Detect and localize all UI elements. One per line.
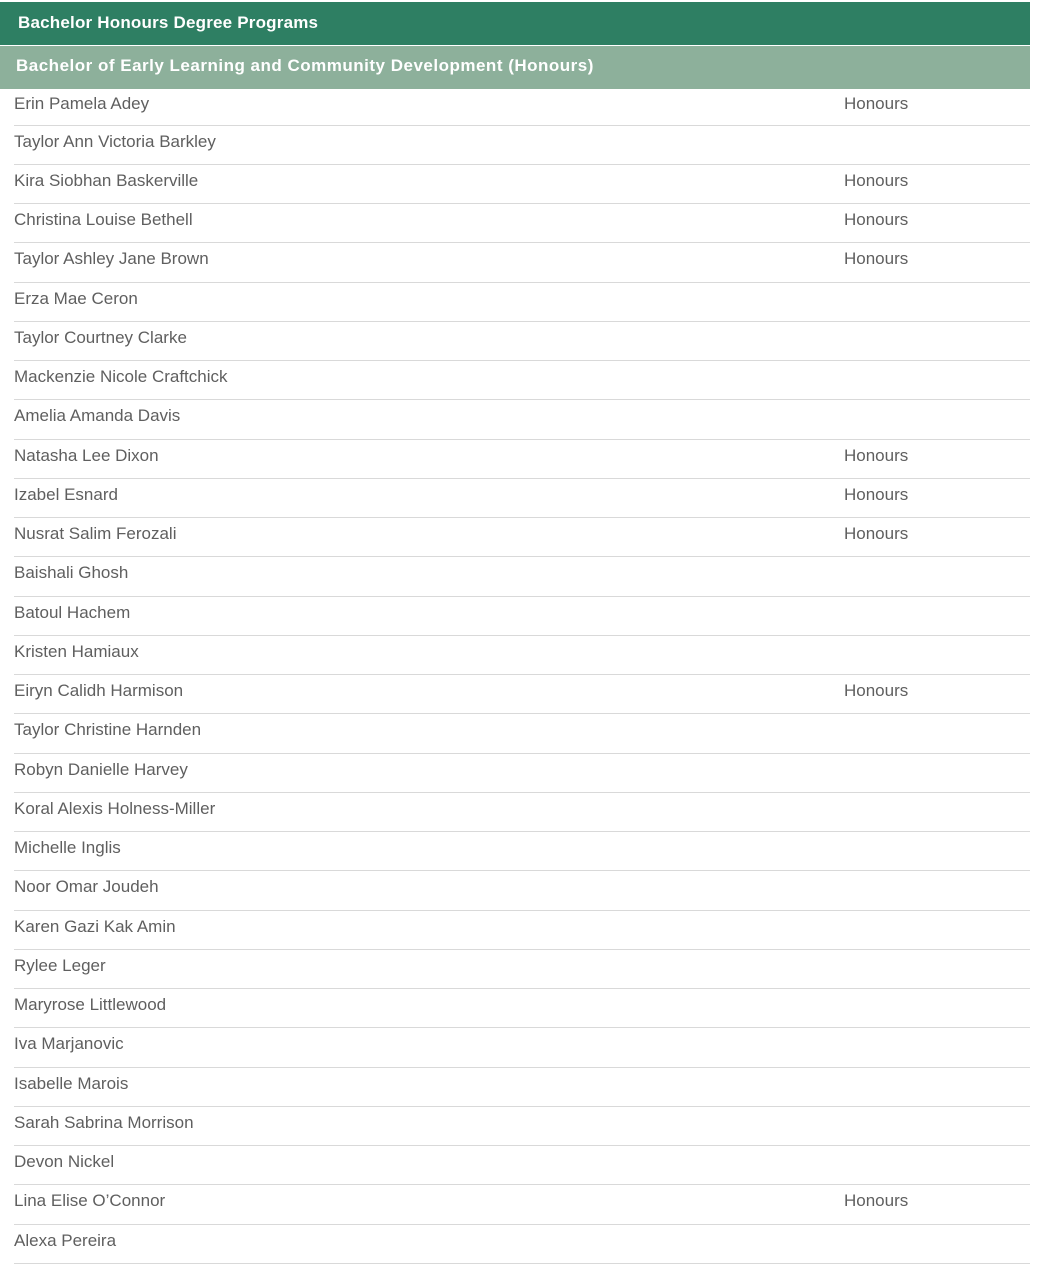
graduate-name: Koral Alexis Holness-Miller [14,798,216,818]
graduate-name: Taylor Christine Harnden [14,720,202,740]
graduate-name: Isabelle Marois [14,1073,129,1093]
graduate-name: Devon Nickel [14,1152,115,1171]
graduate-row [14,283,1030,322]
graduate-name: Karen Gazi Kak Amin [14,916,176,936]
graduate-name: Lina Elise O’Connor [14,1191,166,1211]
graduate-distinction: Honours [844,681,909,700]
graduate-row [14,911,1030,950]
graduate-name: Erin Pamela Adey [14,94,150,113]
graduate-row [14,950,1030,989]
graduate-row [14,518,1030,557]
graduate-distinction: Honours [844,445,909,465]
graduate-name: Izabel Esnard [14,484,118,504]
graduate-name: Nusrat Salim Ferozali [14,524,177,543]
graduate-row [14,597,1030,636]
graduate-row [14,557,1030,596]
graduate-list [14,89,1030,1264]
graduate-name: Robyn Danielle Harvey [14,759,188,779]
graduate-distinction: Honours [844,1191,909,1211]
graduate-row [14,675,1030,714]
graduate-distinction: Honours [844,170,909,190]
graduate-row [14,165,1030,204]
graduate-list-document [0,2,1030,1264]
graduate-name: Noor Omar Joudeh [14,877,159,897]
graduate-name: Taylor Ann Victoria Barkley [14,131,216,151]
graduate-name: Taylor Courtney Clarke [14,327,187,347]
graduate-row [14,714,1030,753]
graduate-name: Alexa Pereira [14,1230,117,1250]
graduate-row [14,871,1030,910]
graduate-row [14,1107,1030,1146]
graduate-row [14,126,1030,165]
graduate-name: Eiryn Calidh Harmison [14,681,184,700]
graduate-row [14,440,1030,479]
graduate-name: Sarah Sabrina Morrison [14,1112,194,1132]
graduate-name: Maryrose Littlewood [14,995,167,1014]
graduate-row [14,322,1030,361]
section-header: Bachelor Honours Degree Programs [0,2,1030,45]
graduate-name: Erza Mae Ceron [14,288,138,308]
graduate-name: Taylor Ashley Jane Brown [14,249,209,269]
graduate-name: Kristen Hamiaux [14,641,139,661]
graduate-row [14,989,1030,1028]
graduate-name: Rylee Leger [14,955,106,975]
graduate-row [14,479,1030,518]
graduate-row [14,754,1030,793]
graduate-name: Christina Louise Bethell [14,210,193,229]
graduate-row [14,1146,1030,1185]
graduate-name: Natasha Lee Dixon [14,445,159,465]
graduate-row [14,1068,1030,1107]
graduate-row [14,400,1030,439]
graduate-name: Mackenzie Nicole Craftchick [14,367,228,386]
graduate-distinction: Honours [844,210,909,229]
graduate-name: Michelle Inglis [14,838,121,857]
graduate-name: Baishali Ghosh [14,563,129,583]
graduate-name: Kira Siobhan Baskerville [14,170,199,190]
graduate-row [14,1225,1030,1264]
graduate-row [14,204,1030,243]
graduate-row [14,1185,1030,1224]
graduate-distinction: Honours [844,94,909,113]
graduate-distinction: Honours [844,524,909,543]
graduate-row [14,832,1030,871]
program-header: Bachelor of Early Learning and Community Development (Honours) [0,46,1030,89]
graduate-row [14,636,1030,675]
graduate-distinction: Honours [844,484,909,504]
graduate-name: Iva Marjanovic [14,1034,124,1054]
graduate-row [14,243,1030,282]
graduate-name: Amelia Amanda Davis [14,406,181,426]
graduate-distinction: Honours [844,249,909,269]
graduate-row [14,361,1030,400]
graduate-row [14,793,1030,832]
graduate-row [14,1028,1030,1067]
graduate-row [14,89,1030,126]
graduate-name: Batoul Hachem [14,602,131,622]
